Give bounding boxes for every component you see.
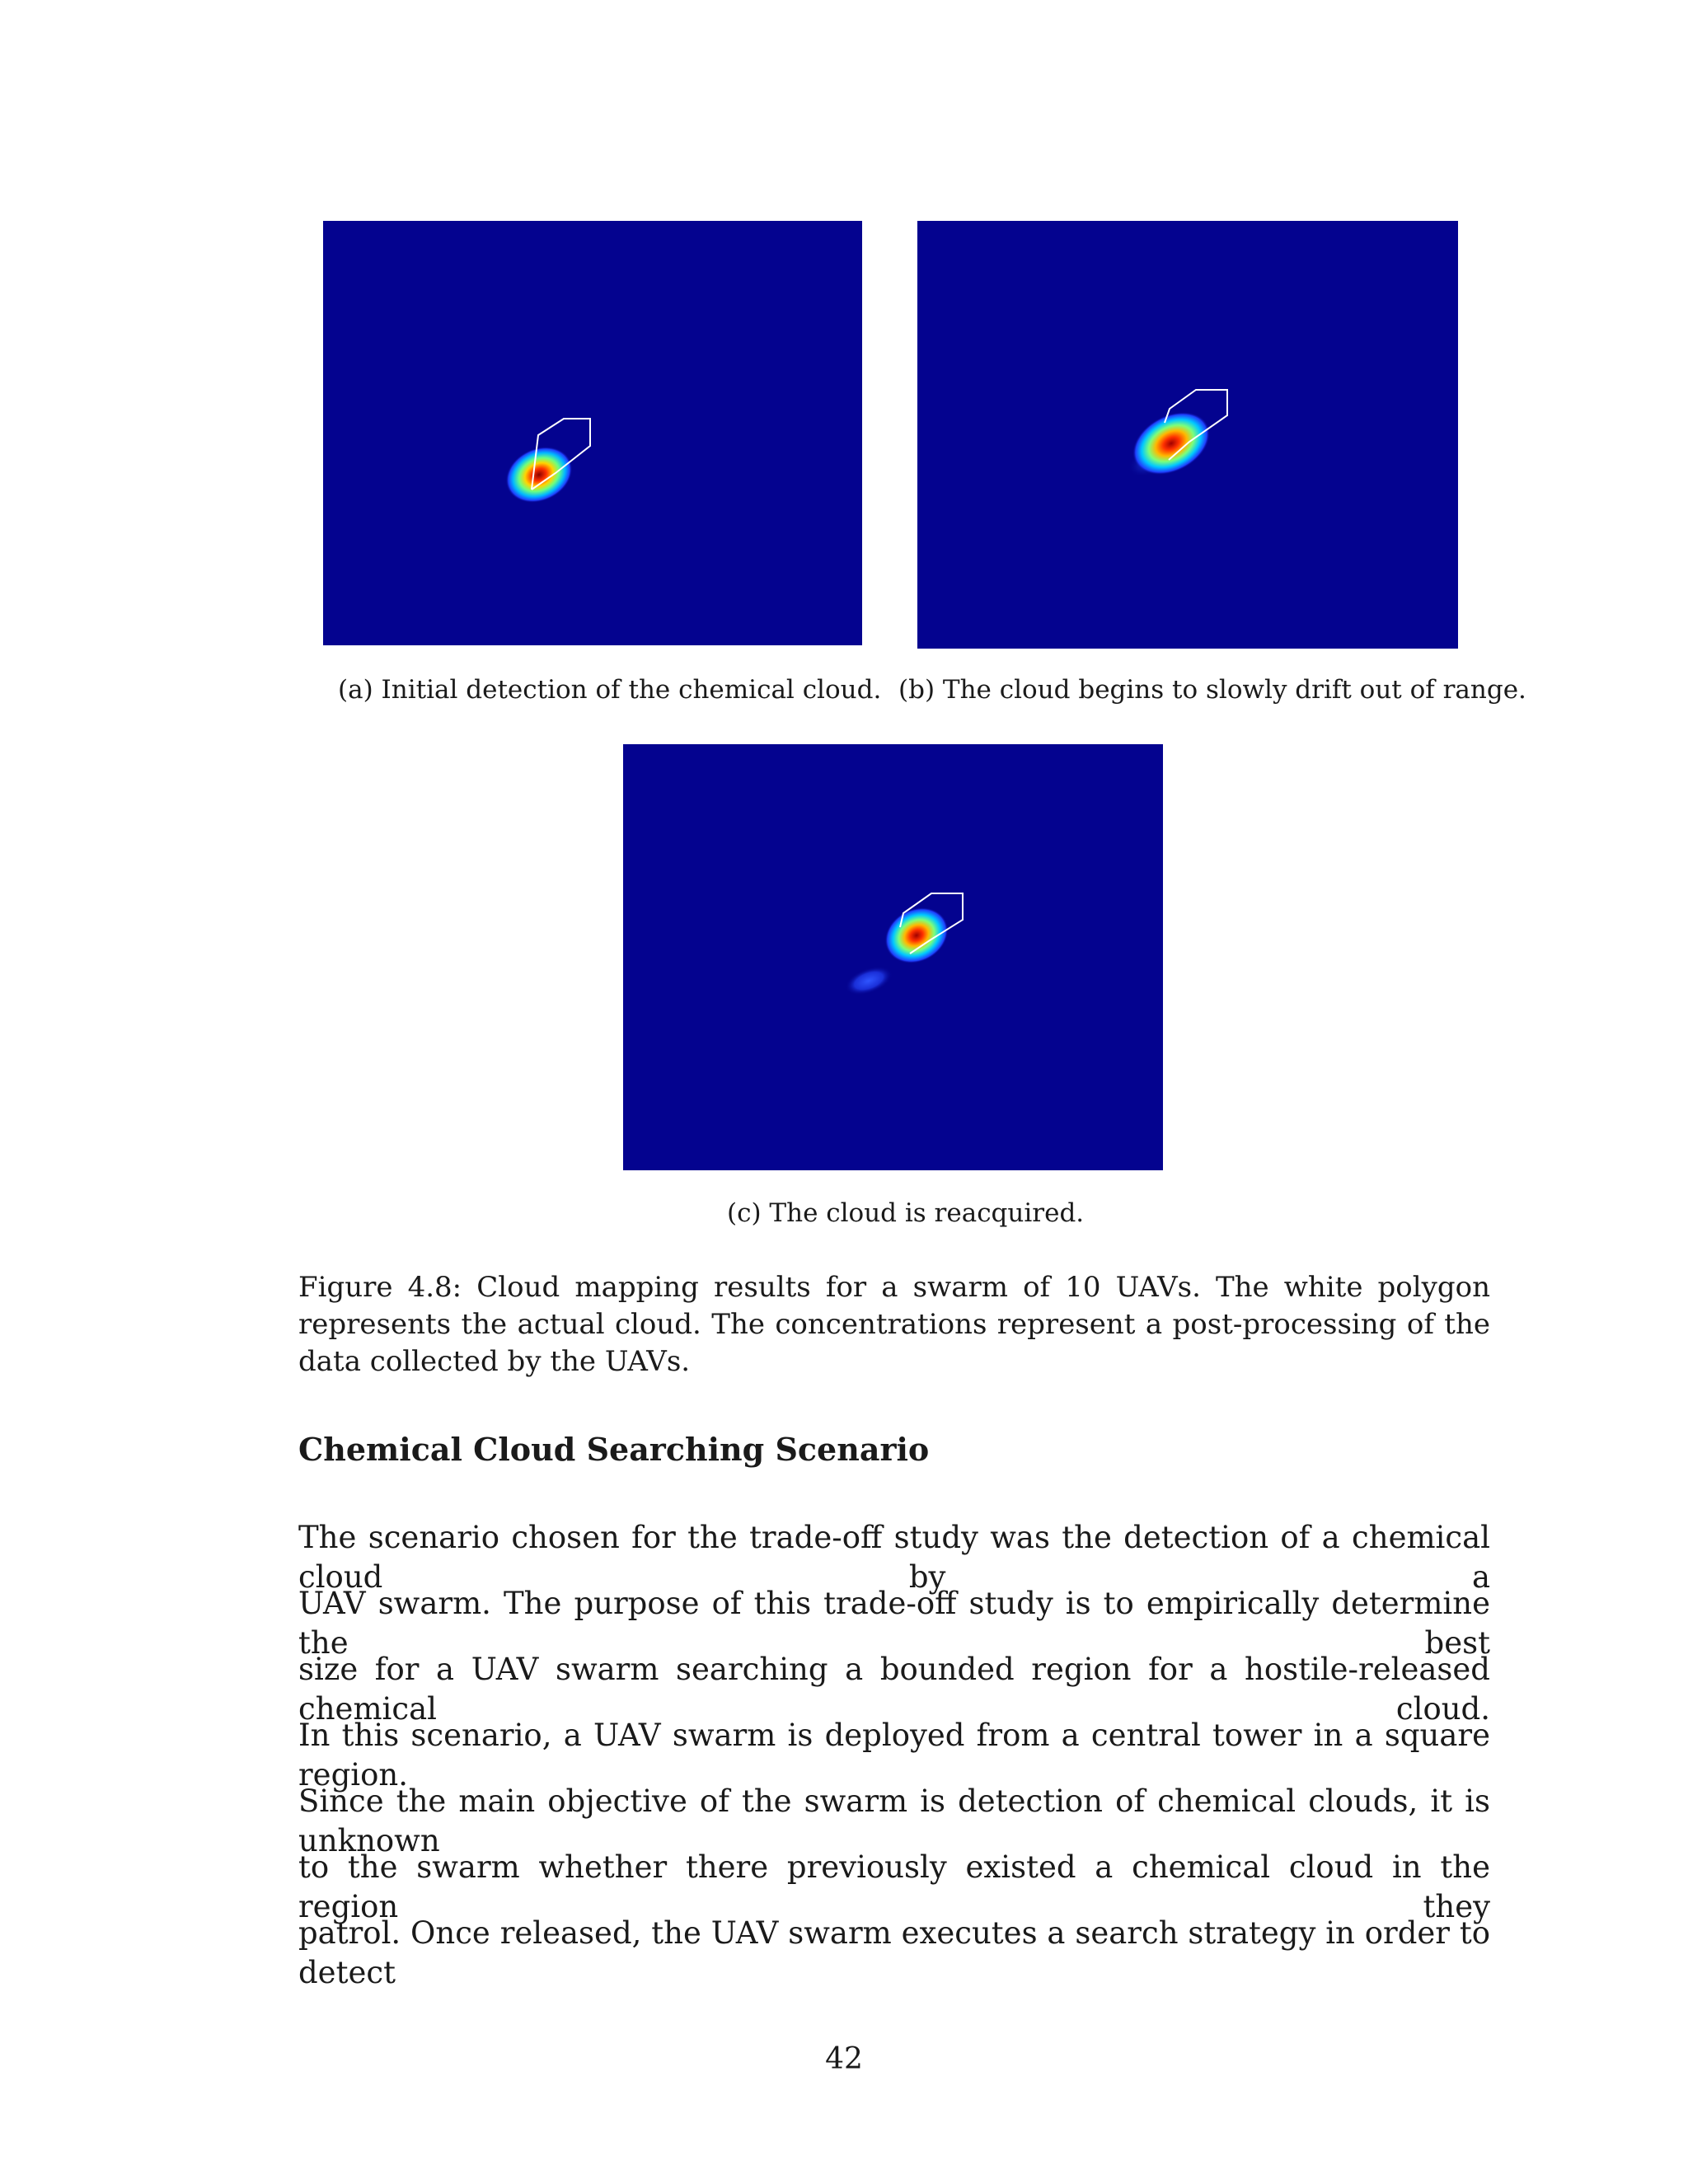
body-line: to the swarm whether there previously existed a chemical cloud in the region they [298,1849,1490,1924]
body-line: patrol. Once released, the UAV swarm executes a search strategy in order to detect [298,1915,1490,1990]
figure-panel-b [917,221,1458,649]
figure-panel-a [323,221,862,645]
subfigure-label-b: (b) [898,675,935,705]
subfigure-label-a: (a) [338,675,373,705]
concentration-map-b [917,221,1458,649]
figure-panel-c [623,744,1163,1170]
page-number: 42 [825,2042,863,2076]
body-line: Since the main objective of the swarm is detection of chemical clouds, it is unknown [298,1783,1490,1858]
subfigure-caption-b [898,673,1526,706]
body-paragraph [298,1518,1490,1990]
body-line: The scenario chosen for the trade-off study was the detection of a chemical cloud by a [298,1520,1490,1595]
concentration-tail [842,961,897,1001]
concentration-blob [496,436,581,513]
section-heading: Chemical Cloud Searching Scenario [298,1431,930,1468]
concentration-map-c [623,744,1163,1170]
subfigure-text-b: The cloud begins to slowly drift out of range. [942,675,1526,705]
figure-caption: Figure 4.8: Cloud mapping results for a swarm of 10 UAVs. The white polygon represents the actual cloud. The concentrations represent a post-processing of the data collected by the UAVs. [298,1271,1490,1378]
subfigure-caption-c [727,1197,1084,1230]
subfigure-caption-a [338,673,881,706]
body-line: size for a UAV swarm searching a bounded region for a hostile-released chemical cloud. [298,1652,1490,1727]
subfigure-text-a: Initial detection of the chemical cloud. [381,675,882,705]
concentration-map-a [323,221,862,645]
body-line: In this scenario, a UAV swarm is deployed from a central tower in a square region. [298,1718,1490,1793]
body-line: UAV swarm. The purpose of this trade-off study is to empirically determine the best [298,1586,1490,1661]
subfigure-label-c: (c) [727,1198,762,1228]
subfigure-text-c: The cloud is reacquired. [769,1198,1085,1228]
concentration-blob [875,897,959,974]
